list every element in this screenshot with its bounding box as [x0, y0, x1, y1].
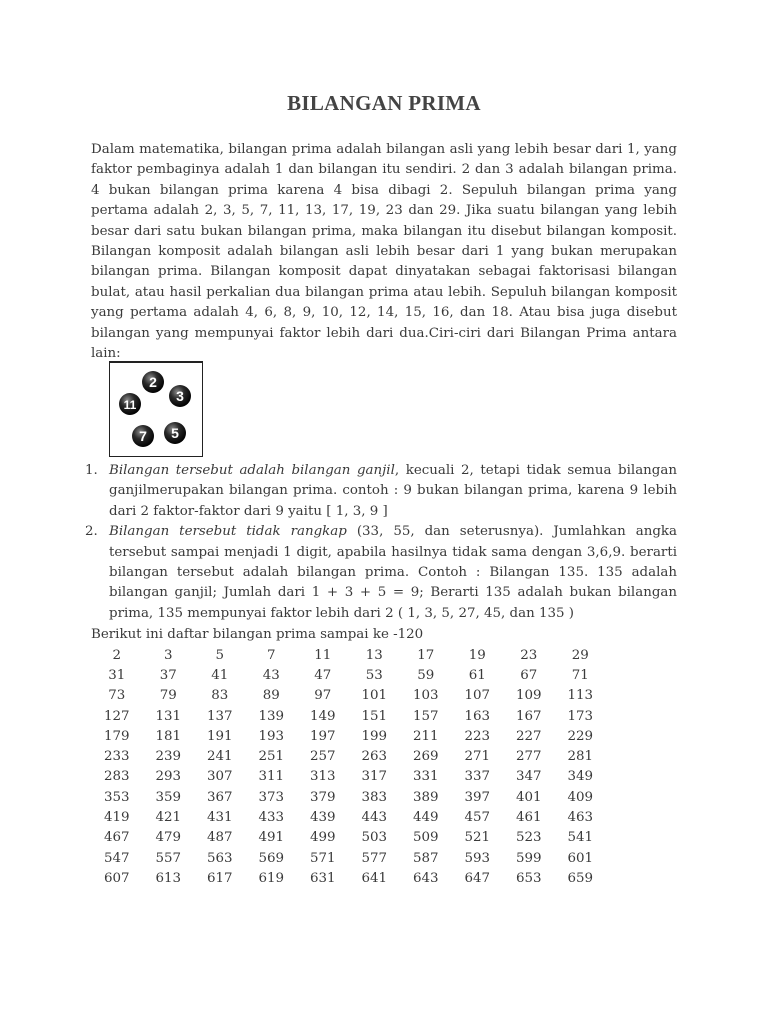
table-cell: 211: [412, 728, 439, 744]
table-cell: 653: [515, 870, 542, 886]
list-item-text: , kecuali 2, tetapi tidak semua bilangan ganjilmerupakan bilangan prima. contoh : 9 bukan bilangan prima, karena 9 lebih dari 2 faktor-faktor dari 9 yaitu [ 1, 3, 9 ]: [109, 463, 677, 519]
table-cell: 521: [464, 830, 491, 846]
table-cell: 631: [309, 870, 336, 886]
table-cell: 397: [464, 789, 491, 805]
table-cell: 419: [103, 810, 130, 826]
table-cell: 181: [155, 728, 182, 744]
ball-5: [164, 422, 186, 444]
table-cell: 569: [258, 850, 285, 866]
table-cell: 59: [417, 667, 435, 683]
page-title: BILANGAN PRIMA: [287, 91, 481, 115]
table-cell: 157: [412, 708, 439, 724]
table-cell: 277: [515, 749, 542, 765]
table-cell: 73: [108, 688, 126, 704]
table-cell: 421: [155, 810, 182, 826]
table-cell: 311: [258, 769, 285, 785]
table-row: [91, 807, 606, 827]
table-cell: 29: [571, 647, 589, 663]
intro-paragraph: Dalam matematika, bilangan prima adalah bilangan asli yang lebih besar dari 1, yang faktor pembaginya adalah 1 dan bilangan itu sendiri. 2 dan 3 adalah bilangan prima. 4 bukan bilangan prima karena 4 bisa dibagi 2. Sepuluh bilangan prima yang pertama adalah 2, 3, 5, 7, 11, 13, 17, 19, 23 dan 29. Jika suatu bilangan yang lebih besar dari satu bukan bilangan prima, maka bilangan itu disebut bilangan komposit. Bilangan komposit adalah bilangan asli lebih besar dari 1 yang bukan merupakan bilangan prima. Bilangan komposit dapat dinyatakan sebagai faktorisasi bilangan bulat, atau hasil perkalian dua bilangan prima atau lebih. Sepuluh bilangan komposit yang pertama adalah 4, 6, 8, 9, 10, 12, 14, 15, 16, dan 18. Atau bisa juga disebut bilangan yang mempunyai faktor lebih dari dua.Ciri-ciri dari Bilangan Prima antara lain:: [91, 142, 677, 362]
table-cell: 107: [464, 688, 491, 704]
table-cell: 467: [103, 830, 130, 846]
table-cell: 269: [412, 749, 439, 765]
table-cell: 19: [468, 647, 486, 663]
table-cell: 613: [155, 870, 182, 886]
table-cell: 509: [412, 830, 439, 846]
table-cell: 347: [515, 769, 542, 785]
table-cell: 149: [309, 708, 336, 724]
svg-text:5: 5: [171, 425, 179, 441]
table-cell: 389: [412, 789, 439, 805]
table-row: [91, 787, 606, 807]
table-cell: 23: [520, 647, 538, 663]
table-cell: 487: [206, 830, 233, 846]
table-cell: 601: [567, 850, 594, 866]
list-item-italic: Bilangan tersebut adalah bilangan ganjil: [109, 463, 395, 478]
table-cell: 641: [361, 870, 388, 886]
table-row: [91, 848, 606, 868]
table-cell: 173: [567, 708, 594, 724]
table-cell: 233: [103, 749, 130, 765]
table-cell: 439: [309, 810, 336, 826]
table-row: [91, 767, 606, 787]
table-cell: 71: [571, 667, 589, 683]
table-cell: 239: [155, 749, 182, 765]
table-cell: 113: [567, 688, 594, 704]
table-cell: 97: [314, 688, 332, 704]
table-cell: 11: [314, 647, 332, 663]
svg-text:11: 11: [123, 398, 137, 412]
table-cell: 7: [266, 647, 276, 663]
list-number: 1.: [85, 463, 98, 478]
table-cell: 271: [464, 749, 491, 765]
table-cell: 577: [361, 850, 388, 866]
table-row: [91, 746, 606, 766]
table-cell: 647: [464, 870, 491, 886]
table-cell: 503: [361, 830, 388, 846]
list-number: 2.: [85, 524, 98, 540]
table-cell: 607: [103, 870, 130, 886]
table-cell: 463: [567, 810, 594, 826]
table-cell: 307: [206, 769, 233, 785]
table-cell: 223: [464, 728, 491, 744]
table-cell: 563: [206, 850, 233, 866]
prime-balls-graphic: [110, 363, 201, 456]
table-cell: 5: [215, 647, 225, 663]
table-cell: 479: [155, 830, 182, 846]
table-cell: 359: [155, 789, 182, 805]
table-cell: 349: [567, 769, 594, 785]
table-cell: 137: [206, 708, 233, 724]
table-cell: 61: [468, 667, 486, 683]
ball-2: [142, 371, 164, 393]
table-cell: 139: [258, 708, 285, 724]
table-cell: 163: [464, 708, 491, 724]
table-cell: 127: [103, 708, 130, 724]
table-cell: 167: [515, 708, 542, 724]
table-cell: 83: [211, 688, 229, 704]
table-cell: 379: [309, 789, 336, 805]
table-cell: 67: [520, 667, 538, 683]
table-cell: 409: [567, 789, 594, 805]
table-cell: 433: [258, 810, 285, 826]
table-cell: 457: [464, 810, 491, 826]
table-cell: 283: [103, 769, 130, 785]
table-row: [91, 686, 606, 706]
table-cell: 461: [515, 810, 542, 826]
table-cell: 449: [412, 810, 439, 826]
table-cell: 659: [567, 870, 594, 886]
table-cell: 251: [258, 749, 285, 765]
table-cell: 431: [206, 810, 233, 826]
table-cell: 89: [262, 688, 280, 704]
table-cell: 293: [155, 769, 182, 785]
table-cell: 373: [258, 789, 285, 805]
svg-text:2: 2: [149, 374, 157, 390]
table-cell: 179: [103, 728, 130, 744]
table-cell: 151: [361, 708, 388, 724]
ball-3: [169, 385, 191, 407]
table-cell: 257: [309, 749, 336, 765]
table-row: [91, 828, 606, 848]
table-row: [91, 645, 606, 665]
table-row: [91, 868, 606, 888]
table-cell: 101: [361, 688, 388, 704]
table-cell: 191: [206, 728, 233, 744]
table-cell: 263: [361, 749, 388, 765]
table-cell: 37: [159, 667, 177, 683]
table-cell: 571: [309, 850, 336, 866]
table-cell: 47: [314, 667, 332, 683]
list-item: [85, 461, 677, 522]
primes-intro: Berikut ini daftar bilangan prima sampai ke -120: [91, 627, 424, 642]
table-cell: 313: [309, 769, 336, 785]
primes-table: [91, 645, 606, 889]
table-cell: 197: [309, 728, 336, 744]
table-cell: 587: [412, 850, 439, 866]
table-cell: 491: [258, 830, 285, 846]
list-item: [85, 522, 677, 624]
table-cell: 443: [361, 810, 388, 826]
table-cell: 53: [365, 667, 383, 683]
table-cell: 241: [206, 749, 233, 765]
table-cell: 281: [567, 749, 594, 765]
table-cell: 619: [258, 870, 285, 886]
table-cell: 227: [515, 728, 542, 744]
list-item-italic: Bilangan tersebut tidak rangkap: [109, 524, 347, 540]
table-cell: 109: [515, 688, 542, 704]
svg-text:7: 7: [139, 428, 147, 444]
table-cell: 593: [464, 850, 491, 866]
table-cell: 547: [103, 850, 130, 866]
table-cell: 599: [515, 850, 542, 866]
table-cell: 3: [163, 647, 173, 663]
table-cell: 43: [262, 667, 280, 683]
table-row: [91, 706, 606, 726]
table-cell: 367: [206, 789, 233, 805]
table-cell: 401: [515, 789, 542, 805]
table-cell: 643: [412, 870, 439, 886]
table-cell: 383: [361, 789, 388, 805]
table-cell: 499: [309, 830, 336, 846]
table-cell: 353: [103, 789, 130, 805]
table-cell: 79: [159, 688, 177, 704]
table-cell: 13: [365, 647, 383, 663]
prime-balls-figure: [109, 361, 203, 457]
ball-11: [119, 393, 141, 415]
table-cell: 103: [412, 688, 439, 704]
table-cell: 331: [412, 769, 439, 785]
table-cell: 541: [567, 830, 594, 846]
table-cell: 41: [211, 667, 229, 683]
table-cell: 193: [258, 728, 285, 744]
characteristics-list: [85, 461, 677, 624]
table-cell: 2: [112, 647, 122, 663]
table-cell: 229: [567, 728, 594, 744]
table-cell: 337: [464, 769, 491, 785]
table-cell: 31: [108, 667, 126, 683]
list-item-text: (33, 55, dan seterusnya). Jumlahkan angka tersebut sampai menjadi 1 digit, apabila hasilnya tidak sama dengan 3,6,9. berarti bilangan tersebut adalah bilangan prima. Contoh : Bilangan 135. 135 adalah bilangan ganjil; Jumlah dari 1 + 3 + 5 = 9; Berarti 135 adalah bukan bilangan prima, 135 mempunyai faktor lebih dari 2 ( 1, 3, 5, 27, 45, dan 135 ): [109, 524, 677, 621]
table-cell: 317: [361, 769, 388, 785]
ball-7: [132, 425, 154, 447]
table-cell: 199: [361, 728, 388, 744]
table-cell: 131: [155, 708, 182, 724]
svg-text:3: 3: [176, 388, 184, 404]
table-cell: 557: [155, 850, 182, 866]
table-row: [91, 665, 606, 685]
table-cell: 617: [206, 870, 233, 886]
table-cell: 17: [417, 647, 435, 663]
table-row: [91, 726, 606, 746]
table-cell: 523: [515, 830, 542, 846]
